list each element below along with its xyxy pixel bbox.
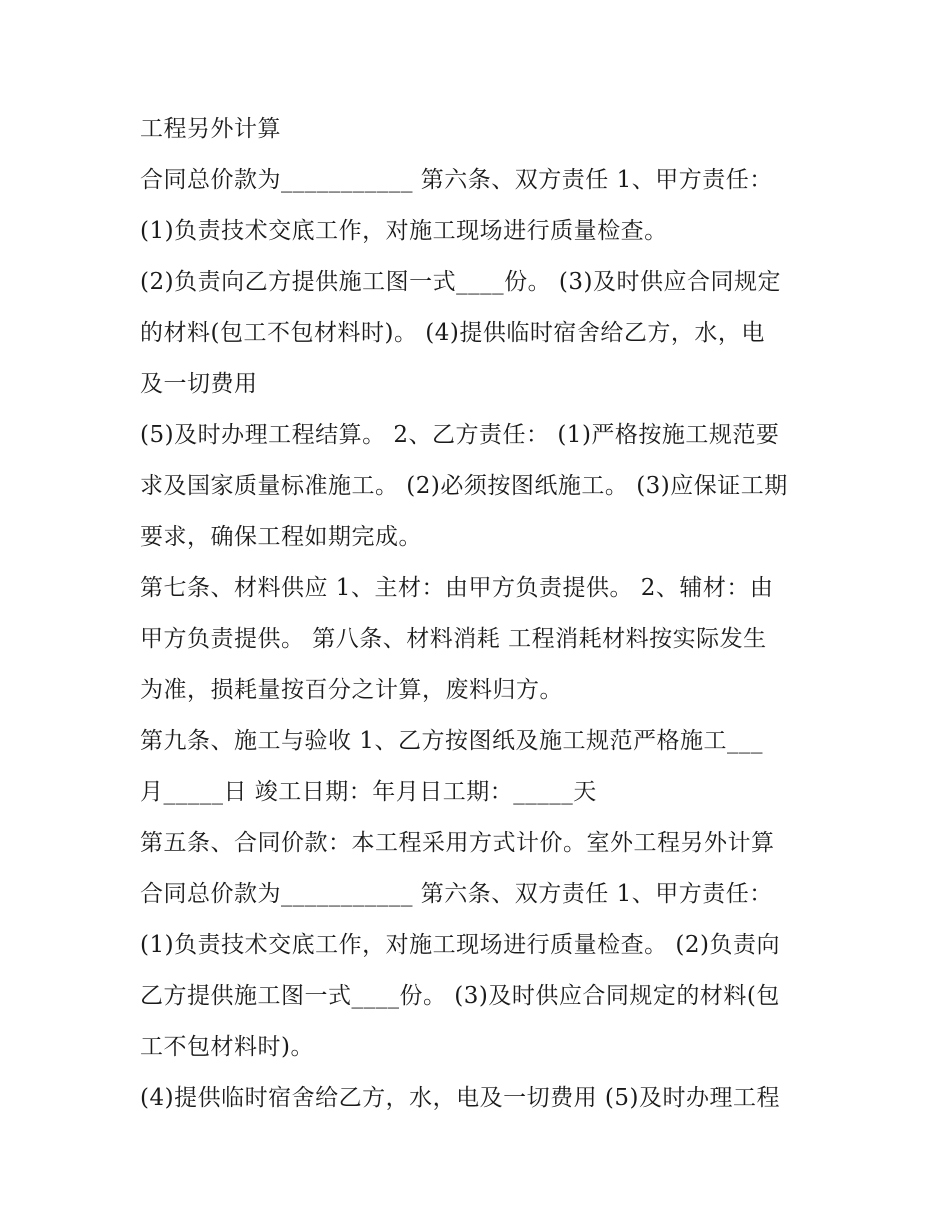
- text-line: 第五条、合同价款：本工程采用方式计价。室外工程另外计算: [140, 830, 775, 856]
- text-line: (5)及时办理工程结算。 2、乙方责任： (1)严格按施工规范要: [140, 422, 780, 448]
- text-line: (1)负责技术交底工作，对施工现场进行质量检查。 (2)负责向: [140, 932, 780, 958]
- text-line: 合同总价款为___________ 第六条、双方责任 1、甲方责任：: [140, 881, 773, 907]
- text-line: 乙方提供施工图一式____份。 (3)及时供应合同规定的材料(包: [140, 983, 780, 1009]
- text-line: 及一切费用: [140, 371, 258, 397]
- text-line: 第七条、材料供应 1、主材：由甲方负责提供。 2、辅材：由: [140, 575, 774, 601]
- text-line: 工程另外计算: [140, 116, 281, 142]
- text-line: 合同总价款为___________ 第六条、双方责任 1、甲方责任：: [140, 167, 773, 193]
- text-line: 求及国家质量标准施工。 (2)必须按图纸施工。 (3)应保证工期: [140, 473, 788, 499]
- text-line: 的材料(包工不包材料时)。 (4)提供临时宿舍给乙方，水，电: [140, 320, 765, 346]
- text-line: 工不包材料时)。: [140, 1034, 314, 1060]
- text-line: 要求，确保工程如期完成。: [140, 524, 422, 550]
- text-line: 甲方负责提供。 第八条、材料消耗 工程消耗材料按实际发生: [140, 626, 767, 652]
- text-line: 月_____日 竣工日期：年月日工期：_____天: [140, 779, 597, 805]
- document-body: [140, 104, 830, 1124]
- text-line: 为准，损耗量按百分之计算，废料归方。: [140, 677, 563, 703]
- text-line: (2)负责向乙方提供施工图一式____份。 (3)及时供应合同规定: [140, 269, 781, 295]
- text-line: (1)负责技术交底工作，对施工现场进行质量检查。: [140, 218, 668, 244]
- text-line: (4)提供临时宿舍给乙方，水，电及一切费用 (5)及时办理工程: [140, 1085, 780, 1111]
- text-line: 第九条、施工与验收 1、乙方按图纸及施工规范严格施工___: [140, 728, 763, 754]
